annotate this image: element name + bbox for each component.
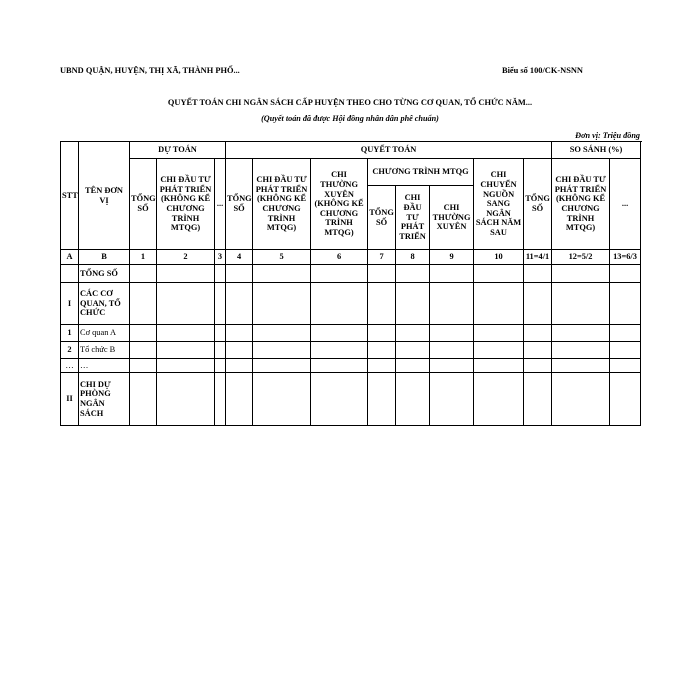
column-code: 9 [430, 250, 474, 265]
settlement-table [60, 141, 641, 426]
row-name: CÁC CƠ QUAN, TỔ CHỨC [79, 283, 130, 325]
column-code-row [61, 250, 641, 265]
col-header-ss-tong-so: TỔNG SỐ [524, 159, 552, 250]
header-row-2 [61, 159, 641, 186]
row-name: Cơ quan A [79, 325, 130, 342]
col-header-dt-chi-dtpt: CHI ĐẦU TƯ PHÁT TRIỂN (KHÔNG KỂ CHƯƠNG TRÌNH MTQG) [157, 159, 215, 250]
col-header-chuyen-nguon: CHI CHUYỂN NGUỒN SANG NGÂN SÁCH NĂM SAU [474, 159, 524, 250]
group-header-du-toan: DỰ TOÁN [130, 142, 226, 159]
table-row [61, 373, 641, 426]
col-header-ct-chi-tx: CHI THƯỜNG XUYÊN [430, 186, 474, 250]
column-code: 6 [311, 250, 368, 265]
table-row [61, 359, 641, 373]
column-code: 11=4/1 [524, 250, 552, 265]
row-name: Tổ chức B [79, 342, 130, 359]
col-header-dt-ellipsis: ... [215, 159, 226, 250]
col-header-ss-chi-dtpt: CHI ĐẦU TƯ PHÁT TRIỂN (KHÔNG KỂ CHƯƠNG TRÌNH MTQG) [552, 159, 610, 250]
group-header-so-sanh: SO SÁNH (%) [552, 142, 641, 159]
column-code: A [61, 250, 79, 265]
column-code: 12=5/2 [552, 250, 610, 265]
table-row [61, 265, 641, 283]
column-code: 8 [396, 250, 430, 265]
column-code: 1 [130, 250, 157, 265]
row-stt: II [61, 373, 79, 426]
column-code: 10 [474, 250, 524, 265]
col-header-ct-chi-dtpt: CHI ĐẦU TƯ PHÁT TRIỂN [396, 186, 430, 250]
column-code: 5 [253, 250, 311, 265]
row-name: CHI DỰ PHÒNG NGÂN SÁCH [79, 373, 130, 426]
table-row [61, 325, 641, 342]
unit-label: Đơn vị: Triệu đồng [575, 131, 640, 140]
col-header-name: TÊN ĐƠN VỊ [79, 142, 130, 250]
row-stt: 1 [61, 325, 79, 342]
column-code: 2 [157, 250, 215, 265]
col-header-stt: STT [61, 142, 79, 250]
document-subtitle: (Quyết toán đã được Hội đồng nhân dân phê chuẩn) [261, 114, 439, 123]
group-header-ctmtqg: CHƯƠNG TRÌNH MTQG [368, 159, 474, 186]
col-header-ss-ellipsis: ... [610, 159, 641, 250]
row-stt: I [61, 283, 79, 325]
row-name: … [79, 359, 130, 373]
form-number: Biểu số 100/CK-NSNN [502, 66, 583, 75]
agency-header: UBND QUẬN, HUYỆN, THỊ XÃ, THÀNH PHỐ... [60, 66, 240, 75]
column-code: 4 [226, 250, 253, 265]
col-header-qt-chi-dtpt: CHI ĐẦU TƯ PHÁT TRIỂN (KHÔNG KỂ CHƯƠNG TRÌNH MTQG) [253, 159, 311, 250]
column-code: 3 [215, 250, 226, 265]
row-stt [61, 265, 79, 283]
header-row-1 [61, 142, 641, 159]
col-header-ct-tong-so: TỔNG SỐ [368, 186, 396, 250]
col-header-dt-tong-so: TỔNG SỐ [130, 159, 157, 250]
column-code: B [79, 250, 130, 265]
column-code: 7 [368, 250, 396, 265]
document-title: QUYẾT TOÁN CHI NGÂN SÁCH CẤP HUYỆN THEO CHO TỪNG CƠ QUAN, TỔ CHỨC NĂM... [167, 98, 533, 107]
col-header-qt-tong-so: TỔNG SỐ [226, 159, 253, 250]
table-row [61, 283, 641, 325]
group-header-quyet-toan: QUYẾT TOÁN [226, 142, 552, 159]
col-header-qt-chi-tx: CHI THƯỜNG XUYÊN (KHÔNG KỂ CHƯƠNG TRÌNH MTQG) [311, 159, 368, 250]
row-name: TỔNG SỐ [79, 265, 130, 283]
column-code: 13=6/3 [610, 250, 641, 265]
table-row [61, 342, 641, 359]
row-stt: 2 [61, 342, 79, 359]
row-stt: … [61, 359, 79, 373]
